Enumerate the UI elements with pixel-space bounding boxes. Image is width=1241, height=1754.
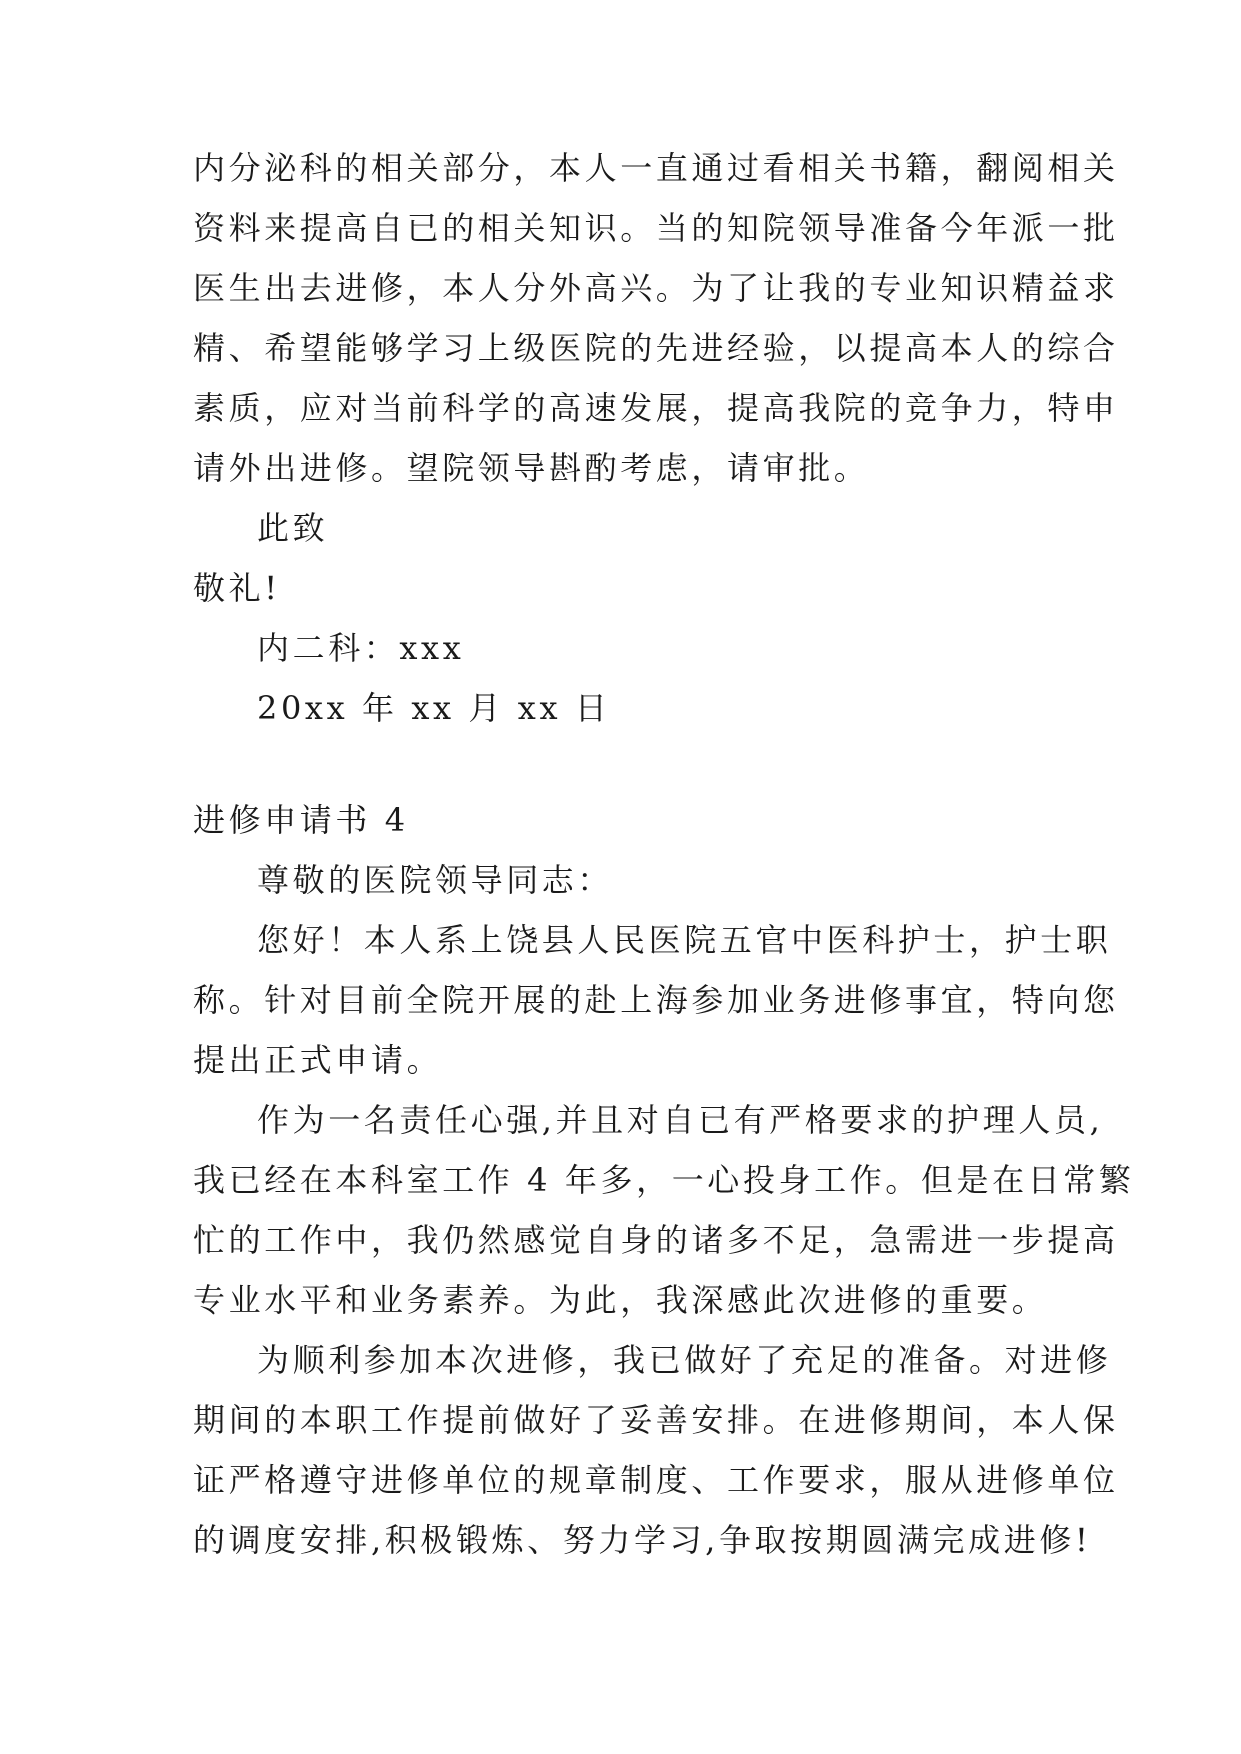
section-title: 进修申请书 4: [193, 801, 409, 839]
closing-greeting: 此致: [257, 509, 329, 547]
text-line: 证严格遵守进修单位的规章制度、工作要求，服从进修单位: [193, 1461, 1119, 1499]
text-line: 期间的本职工作提前做好了妥善安排。在进修期间，本人保: [193, 1401, 1119, 1439]
text-line: 我已经在本科室工作 4 年多，一心投身工作。但是在日常繁: [193, 1161, 1135, 1199]
text-line: 作为一名责任心强,并且对自已有严格要求的护理人员,: [257, 1101, 1104, 1139]
date: 20xx 年 xx 月 xx 日: [257, 689, 611, 727]
text-line: 内分泌科的相关部分，本人一直通过看相关书籍，翻阅相关: [193, 149, 1119, 187]
salutation: 尊敬的医院领导同志：: [257, 861, 614, 899]
text-line: 医生出去进修，本人分外高兴。为了让我的专业知识精益求: [193, 269, 1119, 307]
text-line: 称。针对目前全院开展的赴上海参加业务进修事宜，特向您: [193, 981, 1119, 1019]
text-line: 的调度安排,积极锻炼、努力学习,争取按期圆满完成进修!: [193, 1521, 1092, 1559]
text-line: 提出正式申请。: [193, 1041, 443, 1079]
signature: 内二科：xxx: [257, 629, 465, 667]
text-line: 请外出进修。望院领导斟酌考虑，请审批。: [193, 449, 870, 487]
text-line: 专业水平和业务素养。为此，我深感此次进修的重要。: [193, 1281, 1048, 1319]
closing-salute: 敬礼!: [193, 569, 281, 607]
text-line: 为顺利参加本次进修，我已做好了充足的准备。对进修: [257, 1341, 1112, 1379]
text-line: 资料来提高自已的相关知识。当的知院领导准备今年派一批: [193, 209, 1119, 247]
text-line: 素质，应对当前科学的高速发展，提高我院的竞争力，特申: [193, 389, 1119, 427]
text-line: 精、希望能够学习上级医院的先进经验，以提高本人的综合: [193, 329, 1119, 367]
text-line: 您好！本人系上饶县人民医院五官中医科护士，护士职: [257, 921, 1112, 959]
text-line: 忙的工作中，我仍然感觉自身的诸多不足，急需进一步提高: [193, 1221, 1119, 1259]
